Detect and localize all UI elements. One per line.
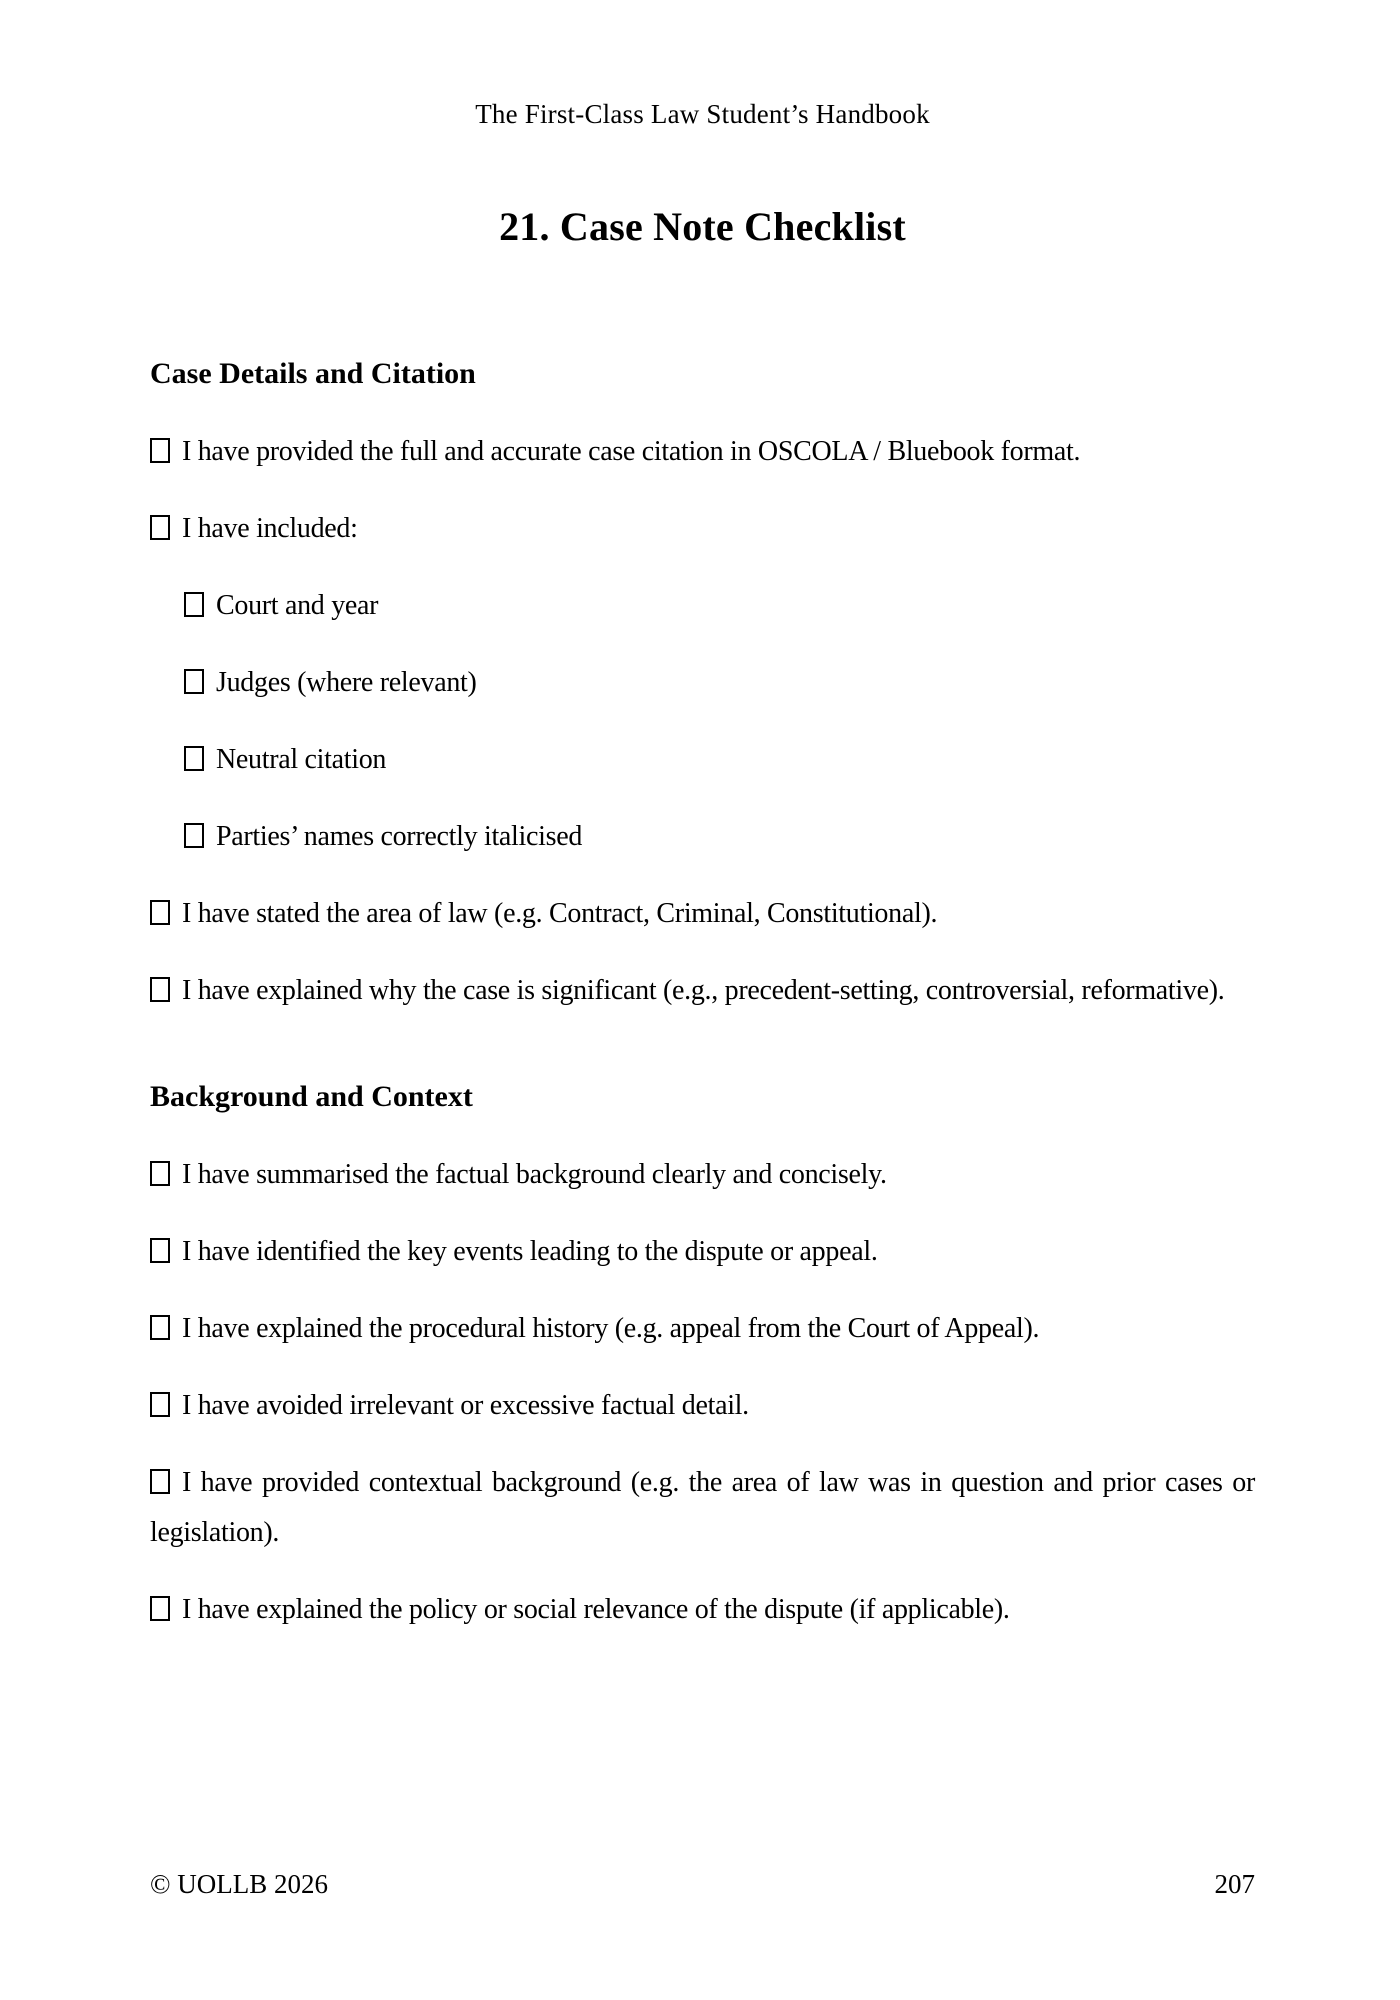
checklist-item	[150, 658, 1255, 708]
checklist-item	[150, 1458, 1255, 1558]
checklist-item	[150, 1150, 1255, 1200]
page-number: 207	[1214, 1869, 1255, 1899]
checkbox-unchecked-icon	[150, 1469, 170, 1494]
page-footer	[150, 1868, 1255, 1900]
checkbox-unchecked-icon	[150, 438, 170, 463]
checklist-item	[150, 427, 1255, 477]
checklist-item-text: I have provided the full and accurate case citation in OSCOLA / Bluebook format.	[182, 436, 1081, 467]
checklist-item-text: I have avoided irrelevant or excessive factual detail.	[182, 1390, 749, 1421]
checkbox-unchecked-icon	[184, 823, 204, 848]
checklist-item-text: I have identified the key events leading to the dispute or appeal.	[182, 1236, 878, 1267]
checkbox-unchecked-icon	[150, 1238, 170, 1263]
checklist-item	[150, 889, 1255, 939]
running-header: The First-Class Law Student’s Handbook	[475, 99, 930, 129]
checklist-item-text: I have explained the policy or social relevance of the dispute (if applicable).	[182, 1594, 1010, 1625]
section-heading: Background and Context	[150, 1080, 473, 1113]
checklist-item-text: Parties’ names correctly italicised	[216, 821, 583, 852]
checkbox-unchecked-icon	[150, 1315, 170, 1340]
chapter-title: 21. Case Note Checklist	[499, 204, 906, 249]
checklist-item-text: I have explained the procedural history (e.g. appeal from the Court of Appeal).	[182, 1313, 1040, 1344]
checklist-item	[150, 735, 1255, 785]
checklist-item	[150, 504, 1255, 554]
checkbox-unchecked-icon	[150, 1392, 170, 1417]
checklist-item	[150, 812, 1255, 862]
checkbox-unchecked-icon	[150, 1161, 170, 1186]
checkbox-unchecked-icon	[150, 977, 170, 1002]
checklist-item-text: I have included:	[182, 513, 358, 544]
checklist-item	[150, 581, 1255, 631]
checklist-sections	[150, 355, 1255, 1635]
checkbox-unchecked-icon	[184, 669, 204, 694]
checklist-section	[150, 1078, 1255, 1635]
checklist-item-text: I have summarised the factual background clearly and concisely.	[182, 1159, 887, 1190]
checkbox-unchecked-icon	[150, 515, 170, 540]
section-heading: Case Details and Citation	[150, 357, 476, 390]
checklist-item-text: Neutral citation	[216, 744, 387, 775]
checkbox-unchecked-icon	[150, 1596, 170, 1621]
checklist-item	[150, 1304, 1255, 1354]
checkbox-unchecked-icon	[184, 746, 204, 771]
checkbox-unchecked-icon	[150, 900, 170, 925]
checklist-item	[150, 966, 1255, 1016]
checklist-item-text: Judges (where relevant)	[216, 667, 477, 698]
checklist-items	[150, 427, 1255, 1016]
checklist-section	[150, 355, 1255, 1016]
checklist-item-text: I have provided contextual background (e.g. the area of law was in question and prior cases or legislation).	[150, 1467, 1255, 1548]
checkbox-unchecked-icon	[184, 592, 204, 617]
checklist-item-text: Court and year	[216, 590, 379, 621]
checklist-item-text: I have explained why the case is significant (e.g., precedent-setting, controversial, reformative).	[182, 975, 1225, 1006]
checklist-item	[150, 1227, 1255, 1277]
checklist-item	[150, 1585, 1255, 1635]
copyright-notice: © UOLLB 2026	[150, 1869, 329, 1899]
checklist-items	[150, 1150, 1255, 1635]
checklist-item-text: I have stated the area of law (e.g. Contract, Criminal, Constitutional).	[182, 898, 938, 929]
checklist-item	[150, 1381, 1255, 1431]
